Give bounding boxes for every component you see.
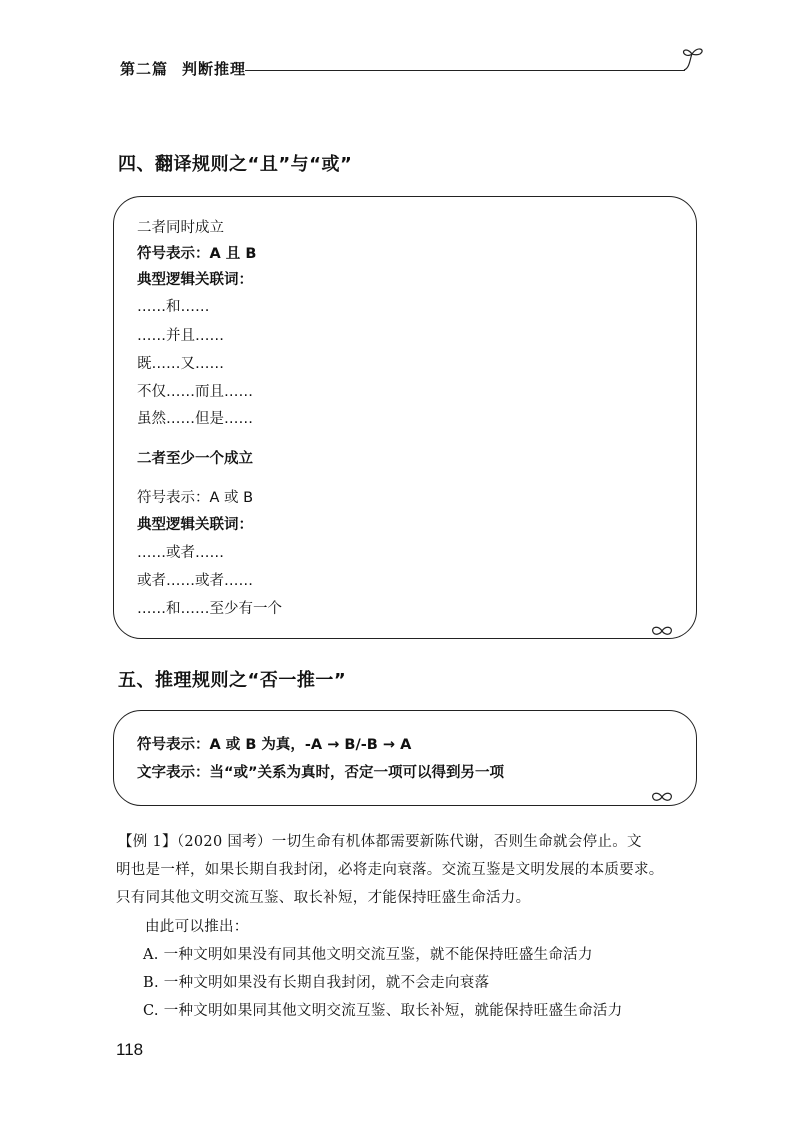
or-keyword: ……和……至少有一个 — [137, 601, 282, 617]
leaf-ornament-icon — [650, 624, 674, 638]
or-keywords-label: 典型逻辑关联词： — [137, 517, 253, 533]
or-keyword: 或者……或者…… — [137, 573, 253, 589]
inference-symbol: 符号表示：A 或 B 为真，-A → B/-B → A — [137, 737, 412, 753]
and-keywords-label: 典型逻辑关联词： — [137, 272, 253, 288]
option-c: C. 一种文明如果同其他文明交流互鉴、取长补短，就能保持旺盛生命活力 — [143, 1003, 623, 1019]
example-line-3: 只有同其他文明交流互鉴、取长补短，才能保持旺盛生命活力。 — [116, 890, 531, 906]
running-header — [120, 58, 246, 79]
header-rule — [245, 70, 685, 71]
leaf-ornament-icon — [650, 790, 674, 804]
or-heading: 二者至少一个成立 — [137, 451, 253, 467]
and-keyword: 不仅……而且…… — [137, 384, 253, 400]
example-prompt: 由此可以推出： — [145, 919, 249, 935]
example-line-2: 明也是一样，如果长期自我封闭，必将走向衰落。交流互鉴是文明发展的本质要求。 — [116, 862, 664, 878]
and-keyword: 既……又…… — [137, 356, 224, 372]
sprout-ornament-icon — [676, 42, 710, 76]
section-5-title: 五、推理规则之“否一推一” — [118, 670, 347, 691]
and-symbol: 符号表示：A 且 B — [137, 246, 257, 262]
header-part: 第二篇 — [120, 60, 169, 78]
inference-rule-box — [113, 710, 697, 806]
page-number: 118 — [116, 1040, 144, 1059]
option-b: B. 一种文明如果没有长期自我封闭，就不会走向衰落 — [143, 975, 490, 991]
and-heading: 二者同时成立 — [137, 220, 224, 236]
and-keyword: ……和…… — [137, 299, 210, 315]
or-symbol: 符号表示：A 或 B — [137, 490, 254, 506]
or-keyword: ……或者…… — [137, 545, 224, 561]
header-title: 判断推理 — [182, 60, 247, 78]
and-keyword: ……并且…… — [137, 328, 224, 344]
example-line-1: 【例 1】（2020 国考）一切生命有机体都需要新陈代谢，否则生命就会停止。文 — [118, 834, 642, 850]
inference-text: 文字表示：当“或”关系为真时，否定一项可以得到另一项 — [137, 765, 505, 781]
option-a: A. 一种文明如果没有同其他文明交流互鉴，就不能保持旺盛生命活力 — [143, 947, 593, 963]
and-keyword: 虽然……但是…… — [137, 411, 253, 427]
section-4-title: 四、翻译规则之“且”与“或” — [118, 154, 353, 175]
